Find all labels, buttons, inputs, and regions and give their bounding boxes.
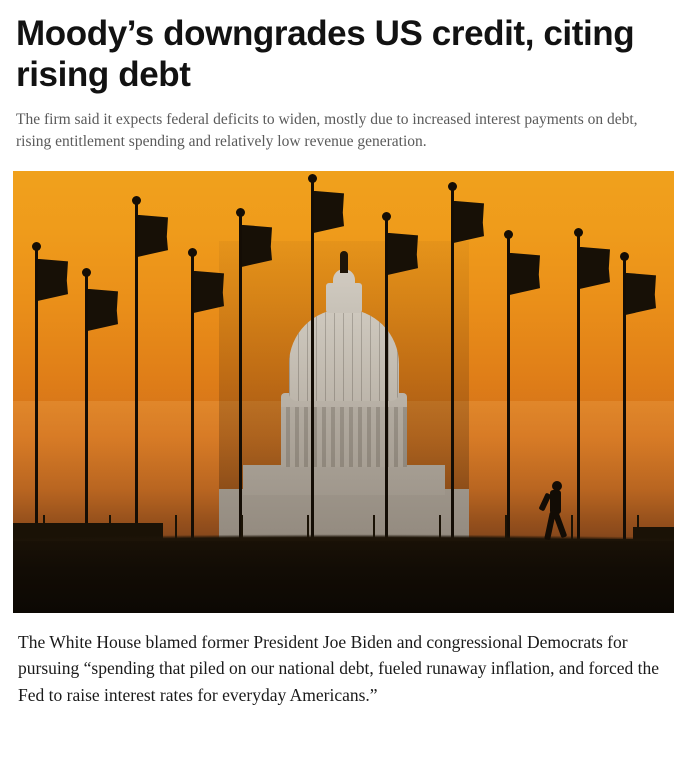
- flag-icon: [314, 191, 344, 233]
- flag-pole: [135, 203, 138, 541]
- flag-icon: [510, 253, 540, 295]
- flag-icon: [242, 225, 272, 267]
- flag-icon: [88, 289, 118, 331]
- flag-pole: [35, 249, 38, 541]
- jogger-leg: [553, 512, 568, 538]
- article-standfirst: The firm said it expects federal deficits to widen, mostly due to increased interest payments on debt, rising entitlement spending and relatively low revenue generation.: [16, 110, 638, 151]
- jogger-silhouette: [543, 481, 569, 543]
- capitol-building-silhouette: [219, 241, 469, 541]
- capitol-lantern: [326, 283, 362, 313]
- flag-icon: [626, 273, 656, 315]
- pole-knob: [236, 208, 245, 217]
- flag-pole: [311, 181, 314, 541]
- article-photo: [13, 171, 674, 613]
- pole-knob: [308, 174, 317, 183]
- article-container: [0, 14, 687, 709]
- flag-icon: [38, 259, 68, 301]
- statue-of-freedom: [340, 251, 348, 273]
- flag-pole: [623, 259, 626, 541]
- article-body-paragraph: The White House blamed former President Joe Biden and congressional Democrats for pursuing “spending that piled on our national debt, fueled runaway inflation, and forced the Fed to raise interest rates for everyday Americans.”: [18, 631, 659, 705]
- flag-icon: [388, 233, 418, 275]
- pole-knob: [620, 252, 629, 261]
- flag-pole: [385, 219, 388, 541]
- pole-knob: [504, 230, 513, 239]
- pole-knob: [448, 182, 457, 191]
- jogger-torso: [550, 490, 561, 514]
- pole-knob: [132, 196, 141, 205]
- pole-knob: [382, 212, 391, 221]
- flag-pole: [191, 255, 194, 541]
- flag-pole: [577, 235, 580, 541]
- pole-knob: [32, 242, 41, 251]
- capitol-dome-ribs: [289, 309, 399, 401]
- flag-pole: [239, 215, 242, 541]
- flag-icon: [580, 247, 610, 289]
- capitol-upper-base: [243, 465, 445, 495]
- pole-knob: [82, 268, 91, 277]
- flag-pole: [85, 275, 88, 541]
- page-title: Moody’s downgrades US credit, citing rising debt: [16, 14, 635, 94]
- photo-ground: [13, 541, 674, 613]
- flag-icon: [138, 215, 168, 257]
- pole-knob: [188, 248, 197, 257]
- flag-icon: [454, 201, 484, 243]
- flag-icon: [194, 271, 224, 313]
- flag-pole: [451, 189, 454, 541]
- pole-knob: [574, 228, 583, 237]
- flag-pole: [507, 237, 510, 541]
